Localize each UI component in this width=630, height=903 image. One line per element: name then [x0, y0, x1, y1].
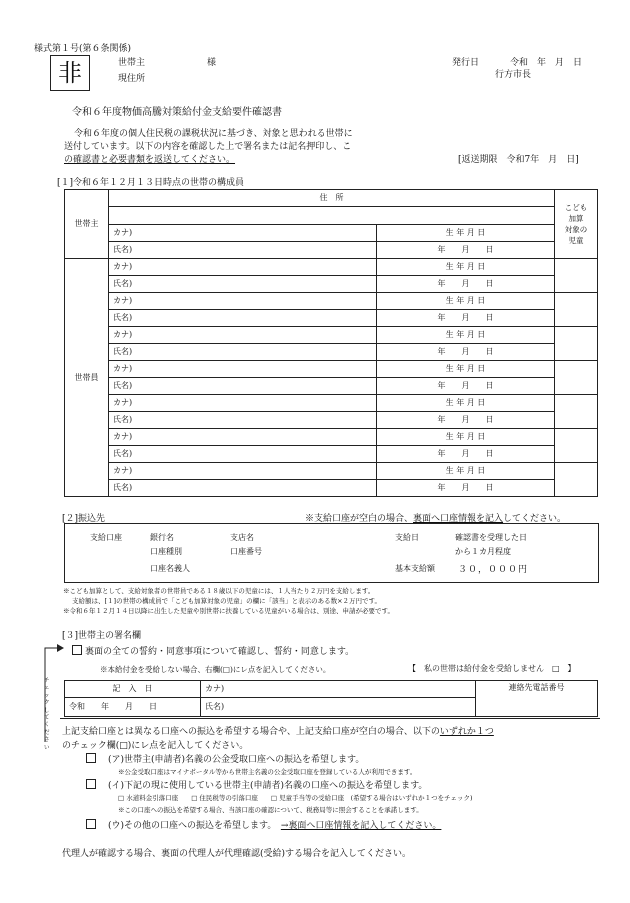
- form-number: 様式第１号(第６条関係): [34, 44, 132, 54]
- member-birth-label: 生 年 月 日: [377, 429, 555, 446]
- address-field[interactable]: [109, 207, 555, 225]
- member-child-flag[interactable]: [555, 259, 598, 293]
- head-label: 世帯主: [65, 190, 109, 259]
- member-row: [65, 429, 598, 446]
- member-kana-field[interactable]: カナ): [109, 327, 377, 344]
- member-row: [65, 361, 598, 378]
- member-child-flag[interactable]: [555, 429, 598, 463]
- option-b-note: ※この口座への振込を希望する場合、当該口座の確認について、税務局等に照会することを承諾します。: [118, 806, 423, 814]
- account-label: 支給口座: [90, 533, 122, 542]
- member-kana-field[interactable]: カナ): [109, 259, 377, 276]
- issue-date: 令和 年 月 日: [510, 58, 583, 68]
- member-child-flag[interactable]: [555, 395, 598, 429]
- member-row: [65, 463, 598, 480]
- note-3: ※令和６年１２月１４日以降に出生した児童や別世帯に扶養している児童がいる場合は、別途、申請が必要です。: [63, 607, 394, 615]
- category-mark-box: [50, 55, 90, 91]
- section3-heading: [３]世帯主の署名欄: [62, 631, 142, 641]
- bank-name[interactable]: 銀行名: [150, 533, 174, 542]
- addressee-address: 現住所: [118, 74, 146, 84]
- member-name-field[interactable]: 氏名): [109, 480, 377, 497]
- member-name-field[interactable]: 氏名): [109, 446, 377, 463]
- member-birth-date[interactable]: 年 月 日: [377, 446, 555, 463]
- amount-label: 基本支給額: [395, 564, 435, 573]
- section2-note: ※支給口座が空白の場合、裏面へ口座情報を記入してください。: [305, 514, 567, 524]
- option-c-checkbox[interactable]: [86, 819, 96, 829]
- member-row: [65, 412, 598, 429]
- option-a-note: ※公金受取口座はマイナポータル等から世帯主名義の公金受取口座を登録している人が利用できます。: [118, 768, 417, 776]
- member-kana-field[interactable]: カナ): [109, 463, 377, 480]
- address-header: 住 所: [109, 190, 555, 207]
- issuer: 行方市長: [495, 70, 532, 80]
- member-row: [65, 310, 598, 327]
- option-a[interactable]: (ア)世帯主(申請者)名義の公金受取口座への振込を希望します。: [86, 752, 364, 765]
- agent-note: 代理人が確認する場合、裏面の代理人が代理確認(受給)する場合を記入してください。: [62, 849, 412, 859]
- option-b-checkbox[interactable]: [86, 779, 96, 789]
- member-kana-field[interactable]: カナ): [109, 293, 377, 310]
- member-name-field[interactable]: 氏名): [109, 310, 377, 327]
- birth-label: 生 年 月 日: [377, 225, 555, 242]
- member-birth-label: 生 年 月 日: [377, 293, 555, 310]
- pay-date-value1: 確認書を受理した日: [455, 533, 527, 542]
- member-child-flag[interactable]: [555, 361, 598, 395]
- decline-box[interactable]: 【 私の世帯は給付金を受給しません □ 】: [408, 664, 576, 673]
- member-row: [65, 293, 598, 310]
- pay-date-label: 支給日: [395, 533, 419, 542]
- transfer-line1: 上記支給口座とは異なる口座への振込を希望する場合や、上記支給口座が空白の場合、以下のいずれか１つ: [62, 727, 494, 737]
- member-birth-label: 生 年 月 日: [377, 463, 555, 480]
- signature-table: [64, 680, 598, 717]
- intro-line1: 令和６年度の個人住民税の課税状況に基づき、対象と思われる世帯に: [74, 129, 353, 139]
- section2-heading: [２]振込先: [62, 514, 106, 524]
- note-1: ※こども加算として、支給対象者の世帯員である１８歳以下の児童には、１人当たり２万円を支給します。: [63, 587, 375, 595]
- member-birth-date[interactable]: 年 月 日: [377, 480, 555, 497]
- birth-date-field[interactable]: 年 月 日: [377, 242, 555, 259]
- member-birth-date[interactable]: 年 月 日: [377, 310, 555, 327]
- member-row: [65, 395, 598, 412]
- member-name-field[interactable]: 氏名): [109, 344, 377, 361]
- addressee-honorific: 様: [207, 58, 217, 68]
- fill-date-value[interactable]: 令和 年 月 日: [65, 698, 201, 717]
- intro-line2: 送付しています。以下の内容を確認した上で署名または記名押印し、こ: [64, 142, 352, 152]
- kana-field[interactable]: カナ): [109, 225, 377, 242]
- member-name-field[interactable]: 氏名): [109, 276, 377, 293]
- option-b[interactable]: (イ)下記の現に使用している世帯主(申請者)名義の口座への振込を希望します。: [86, 778, 427, 791]
- fill-date-header: 記 入 日: [65, 681, 201, 698]
- intro-line3: の確認書と必要書類を返送してください。: [64, 155, 236, 165]
- member-birth-date[interactable]: 年 月 日: [377, 276, 555, 293]
- transfer-line2: のチェック欄(□)にレ点を記入してください。: [62, 741, 249, 751]
- signature-name[interactable]: 氏名): [201, 698, 476, 717]
- member-row: [65, 480, 598, 497]
- account-number[interactable]: 口座番号: [230, 547, 262, 556]
- pay-date-value2: から１カ月程度: [455, 547, 511, 556]
- child-column-header: こども 加算 対象の 児童: [555, 190, 598, 259]
- check-side-text: チェックしてください: [44, 678, 50, 751]
- member-label: 世帯員: [65, 259, 109, 497]
- member-kana-field[interactable]: カナ): [109, 395, 377, 412]
- divider: [60, 718, 600, 719]
- issue-label: 発行日: [452, 58, 480, 68]
- option-c[interactable]: (ウ)その他の口座への振込を希望します。 →裏面へ口座情報を記入してください。: [86, 818, 441, 831]
- phone-field[interactable]: 連絡先電話番号: [476, 681, 598, 717]
- member-kana-field[interactable]: カナ): [109, 361, 377, 378]
- member-row: [65, 446, 598, 463]
- member-row: [65, 378, 598, 395]
- page-title: 令和６年度物価高騰対策給付金支給要件確認書: [72, 107, 282, 118]
- amount-value: ３０，０００円: [458, 565, 529, 575]
- option-b-subchoices[interactable]: □ 水道料金引落口座 □ 住民税等の引落口座 □ 児童手当等の受給口座 (希望する場合はいずれか１つをチェック): [118, 794, 473, 802]
- pledge-checkbox[interactable]: [72, 645, 82, 655]
- name-field[interactable]: 氏名): [109, 242, 377, 259]
- signature-kana[interactable]: カナ): [201, 681, 476, 698]
- member-name-field[interactable]: 氏名): [109, 412, 377, 429]
- member-row: [65, 259, 598, 276]
- member-row: [65, 327, 598, 344]
- pledge-line: 裏面の全ての誓約・同意事項について確認し、誓約・同意します。: [72, 644, 354, 657]
- decline-note: ※本給付金を受給しない場合、右欄(□)にレ点を記入してください。: [100, 665, 331, 674]
- member-row: [65, 344, 598, 361]
- member-birth-label: 生 年 月 日: [377, 327, 555, 344]
- branch-name[interactable]: 支店名: [230, 533, 254, 542]
- note-2: 支給額は、[１]の世帯の構成員で「こども加算対象の児童」の欄に「該当」と表示のある数×２万円です。: [72, 597, 381, 605]
- member-birth-label: 生 年 月 日: [377, 395, 555, 412]
- option-c-link: →裏面へ口座情報を記入してください。: [280, 821, 442, 831]
- member-birth-date[interactable]: 年 月 日: [377, 378, 555, 395]
- account-type[interactable]: 口座種別: [150, 547, 182, 556]
- member-birth-label: 生 年 月 日: [377, 259, 555, 276]
- member-birth-date[interactable]: 年 月 日: [377, 412, 555, 429]
- account-holder[interactable]: 口座名義人: [150, 564, 190, 573]
- addressee-head: 世帯主: [118, 58, 146, 68]
- member-child-flag[interactable]: [555, 293, 598, 327]
- member-child-flag[interactable]: [555, 327, 598, 361]
- return-deadline: [返送期限 令和7年 月 日]: [458, 155, 579, 165]
- member-birth-date[interactable]: 年 月 日: [377, 344, 555, 361]
- section1-heading: [１]令和６年１２月１３日時点の世帯の構成員: [57, 178, 245, 188]
- member-kana-field[interactable]: カナ): [109, 429, 377, 446]
- household-table: [64, 189, 598, 497]
- member-name-field[interactable]: 氏名): [109, 378, 377, 395]
- option-a-checkbox[interactable]: [86, 753, 96, 763]
- category-mark: 非: [58, 59, 82, 87]
- member-row: [65, 276, 598, 293]
- member-child-flag[interactable]: [555, 463, 598, 497]
- member-birth-label: 生 年 月 日: [377, 361, 555, 378]
